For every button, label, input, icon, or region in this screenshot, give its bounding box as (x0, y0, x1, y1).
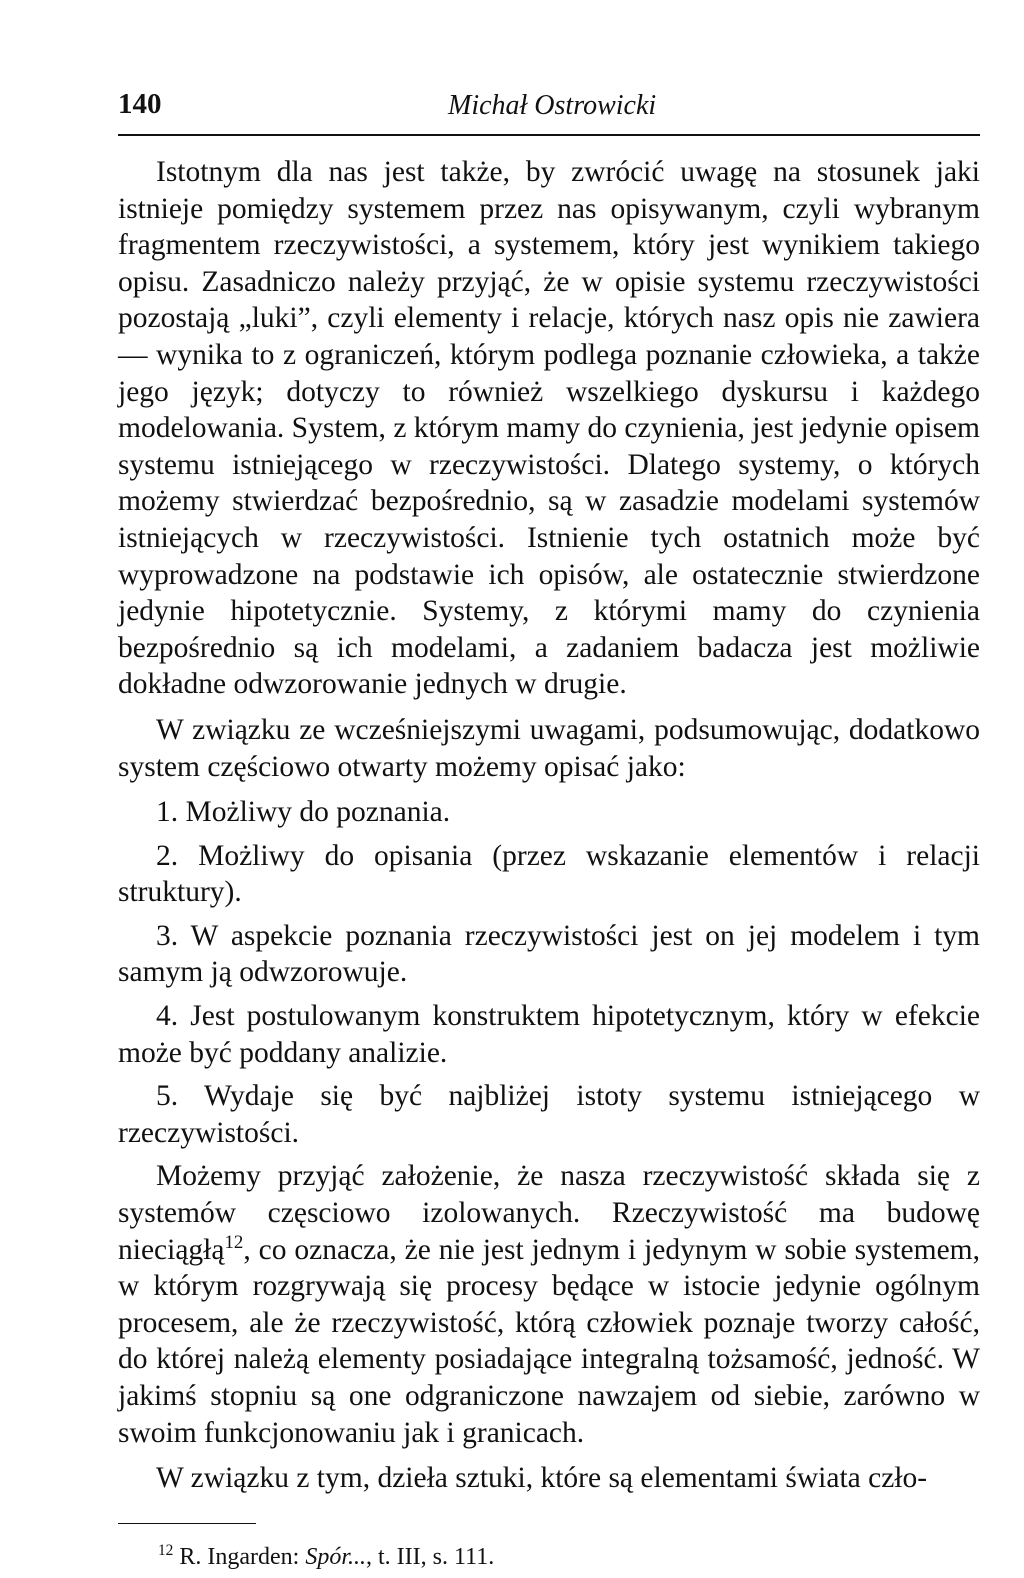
list-item: 1. Możliwy do poznania. (156, 796, 451, 829)
footnote-number: 12 (158, 1541, 174, 1559)
footnote-author: R. Ingarden: (179, 1543, 306, 1570)
footnote-reference: 12 (224, 1231, 244, 1253)
list-item: 2. Możliwy do opisania (przez wskazanie elementów i relacji struktury). (118, 839, 980, 909)
footnote (158, 1542, 980, 1572)
book-page (118, 88, 980, 1572)
footnote-title: Spór... (305, 1543, 367, 1570)
paragraph-text-before-note: Możemy przyjąć założenie, że nasza rzeczywistość składa się z systemów częsciowo izolowanych. Rzeczywistość ma budowę nieciągłą (118, 1160, 980, 1266)
paragraph-artworks: W związku z tym, dzieła sztuki, które są elementami świata czło- (156, 1462, 928, 1495)
list-item: 4. Jest postulowanym konstruktem hipotetycznym, który w efekcie może być poddany analizie. (118, 1000, 980, 1069)
list-item: 3. W aspekcie poznania rzeczywistości jest on jej modelem i tym samym ją odwzorowuje. (118, 919, 980, 989)
paragraph-list-intro: W związku ze wcześniejszymi uwagami, podsumowując, dodatkowo system częściowo otwarty możemy opisać jako: (118, 713, 980, 783)
running-header (118, 88, 980, 136)
page-number: 140 (118, 88, 162, 120)
main-text (118, 154, 980, 1497)
paragraph-reality-systems (118, 1158, 980, 1451)
footnote-details: , t. III, s. 111. (366, 1543, 495, 1570)
running-title: Michał Ostrowicki (448, 90, 657, 121)
paragraph-system-description: Istotnym dla nas jest także, by zwrócić uwagę na stosunek jaki istnieje pomiędzy systemem przez nas opisywanym, czyli wybranym fragmentem rzeczywistości, a systemem, który jest wynikiem takiego opisu. Zasadniczo należy przyjąć, że w opisie systemu rzeczywistości pozostają „luki”, czyli elementy i relacje, których nasz opis nie zawiera — wynika to z ograniczeń, którym podlega poznanie człowieka, a także jego język; dotyczy to również wszelkiego dyskursu i każdego modelowania. System, z którym mamy do czynienia, jest jedynie opisem systemu istniejącego w rzeczywistości. Dlatego systemy, o których możemy stwierdzać bezpośrednio, są w zasadzie modelami systemów istniejących w rzeczywistości. Istnienie tych ostatnich może być wyprowadzone na podstawie ich opisów, ale ostatecznie stwierdzone jedynie hipotetycznie. Systemy, z którymi mamy do czynienia bezpośrednio są ich modelami, a zadaniem badacza jest możliwie dokładne odwzorowanie jednych w drugie. (118, 156, 980, 701)
footnote-separator (118, 1523, 256, 1524)
list-item: 5. Wydaje się być najbliżej istoty systemu istniejącego w rzeczywistości. (118, 1080, 980, 1149)
paragraph-text-after-note: , co oznacza, że nie jest jednym i jedynym w sobie systemem, w którym rozgrywają się procesy będące w istocie jedynie ogólnym procesem, ale że rzeczywistość, którą człowiek poznaje tworzy całość, do której należą elementy posiadające integralną tożsamość, jedność. W jakimś stopniu są one odgraniczone nawzajem od siebie, zarówno w swoim funkcjonowaniu jak i granicach. (118, 1233, 980, 1449)
